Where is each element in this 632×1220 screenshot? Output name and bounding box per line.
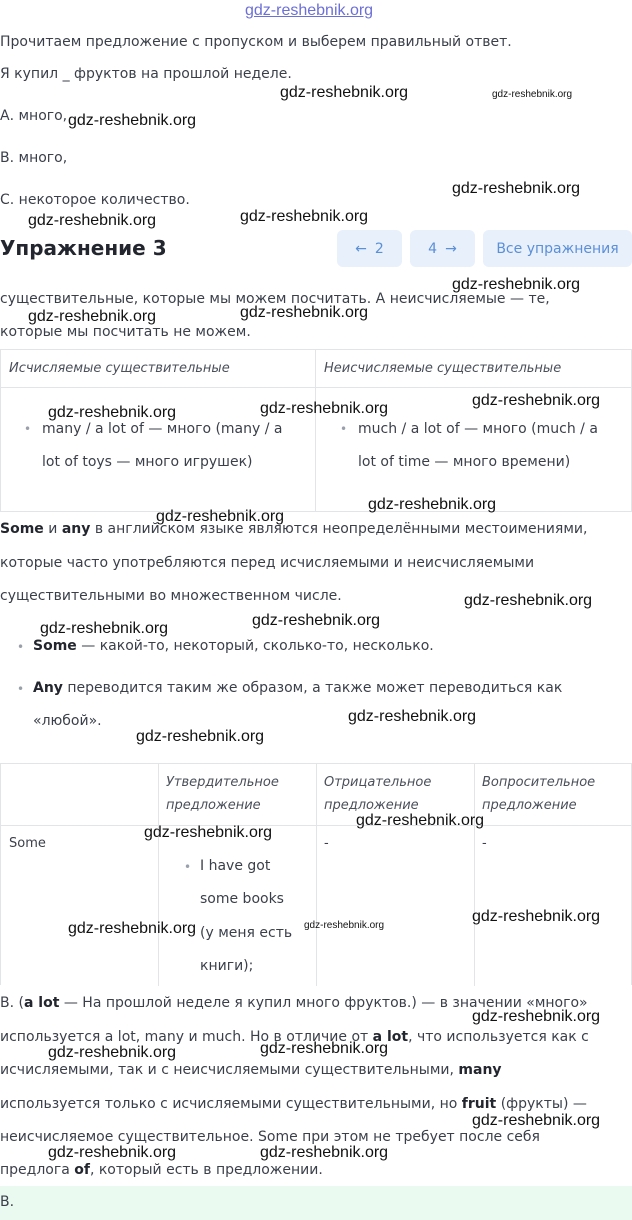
answer-box xyxy=(0,1186,632,1220)
some-any-rest: в английском языке являются неопределёнными местоимениями, xyxy=(94,521,588,537)
example-line: some books xyxy=(200,891,284,907)
explanation-bold: a lot xyxy=(372,1029,409,1045)
table-divider xyxy=(474,764,475,986)
negative-dash: - xyxy=(324,836,329,851)
table-header-uncountable: Неисчисляемые существительные xyxy=(324,361,562,376)
watermark: gdz-reshebnik.org xyxy=(452,276,581,293)
explanation-text: исчисляемыми, так и с неисчисляемыми существительными, xyxy=(0,1062,454,1078)
bullet-icon: • xyxy=(340,422,348,436)
explanation-line xyxy=(0,1096,587,1112)
some-word: Some xyxy=(0,521,44,537)
watermark: gdz-reshebnik.org xyxy=(260,1144,389,1161)
watermark: gdz-reshebnik.org xyxy=(48,1044,177,1061)
watermark: gdz-reshebnik.org xyxy=(40,620,169,637)
nouns-table xyxy=(0,349,632,512)
explanation-text: используется a lot, many и much. Но в отличие от xyxy=(0,1029,369,1045)
explanation-text: , который есть в предложении. xyxy=(89,1162,323,1178)
paragraph-line: существительные, которые мы можем посчитать. А неисчисляемые — те, xyxy=(0,291,550,307)
uncountable-example-line: much / a lot of — много (much / a xyxy=(358,421,598,437)
any-bullet xyxy=(33,680,562,696)
option-b: В. много, xyxy=(0,150,68,166)
watermark: gdz-reshebnik.org xyxy=(492,89,573,100)
watermark: gdz-reshebnik.org xyxy=(304,920,385,931)
paragraph-line: которые мы посчитать не можем. xyxy=(0,324,251,340)
explanation-bold: many xyxy=(458,1062,502,1078)
explanation-text: — На прошлой неделе я купил много фруктов.) — в значении «много» xyxy=(63,995,588,1011)
bullet-icon: • xyxy=(17,682,25,696)
watermark: gdz-reshebnik.org xyxy=(260,400,389,417)
countable-example-line: many / a lot of — много (many / a xyxy=(42,421,283,437)
example-line: книги); xyxy=(200,958,254,974)
watermark: gdz-reshebnik.org xyxy=(48,404,177,421)
watermark: gdz-reshebnik.org xyxy=(452,180,581,197)
bullet-icon: • xyxy=(24,422,32,436)
some-bullet-text: — какой-то, некоторый, сколько-то, несколько. xyxy=(81,638,434,654)
explanation-text: , что используется как с xyxy=(408,1029,589,1045)
watermark: gdz-reshebnik.org xyxy=(240,208,369,225)
explanation-text: используется только с исчисляемыми существительными, но xyxy=(0,1096,458,1112)
prev-exercise-button[interactable] xyxy=(337,230,402,267)
exercise-title: Упражнение 3 xyxy=(0,236,167,260)
site-link[interactable]: gdz-reshebnik.org xyxy=(245,2,374,19)
option-c: С. некоторое количество. xyxy=(0,192,190,208)
any-bullet-text: переводится таким же образом, а также может переводиться как xyxy=(67,680,563,696)
some-any-line: которые часто употребляются перед исчисляемыми и неисчисляемыми xyxy=(0,555,535,571)
watermark: gdz-reshebnik.org xyxy=(68,920,197,937)
task-sentence: Я купил _ фруктов на прошлой неделе. xyxy=(0,66,292,82)
explanation-line xyxy=(0,1062,502,1078)
next-exercise-label: 4 xyxy=(428,240,438,257)
watermark: gdz-reshebnik.org xyxy=(240,304,369,321)
watermark: gdz-reshebnik.org xyxy=(28,212,157,229)
any-bullet-word: Any xyxy=(33,680,63,696)
any-word: any xyxy=(61,521,91,537)
table-divider xyxy=(316,764,317,986)
table-header-countable: Исчисляемые существительные xyxy=(9,361,230,376)
bullet-icon: • xyxy=(17,640,25,654)
watermark: gdz-reshebnik.org xyxy=(252,612,381,629)
watermark: gdz-reshebnik.org xyxy=(48,1144,177,1161)
all-exercises-button[interactable] xyxy=(483,230,632,267)
arrow-right-icon: → xyxy=(445,240,457,257)
intro-text: Прочитаем предложение с пропуском и выберем правильный ответ. xyxy=(0,34,512,50)
watermark: gdz-reshebnik.org xyxy=(144,824,273,841)
watermark: gdz-reshebnik.org xyxy=(472,392,601,409)
header-affirmative: Утвердительное xyxy=(166,775,279,790)
some-any-table xyxy=(0,763,632,985)
watermark: gdz-reshebnik.org xyxy=(472,1112,601,1129)
answer-text: В. xyxy=(0,1194,15,1210)
countable-example-line: lot of toys — много игрушек) xyxy=(42,454,253,470)
watermark: gdz-reshebnik.org xyxy=(472,908,601,925)
explanation-text: предлога xyxy=(0,1162,70,1178)
explanation-bold: of xyxy=(74,1162,90,1178)
any-bullet-continuation: «любой». xyxy=(33,713,102,729)
some-any-line xyxy=(0,521,587,537)
watermark: gdz-reshebnik.org xyxy=(348,708,477,725)
watermark: gdz-reshebnik.org xyxy=(464,592,593,609)
header-question-2: предложение xyxy=(482,798,577,813)
watermark: gdz-reshebnik.org xyxy=(368,496,497,513)
watermark: gdz-reshebnik.org xyxy=(356,812,485,829)
watermark: gdz-reshebnik.org xyxy=(28,308,157,325)
some-bullet xyxy=(33,638,434,654)
question-dash: - xyxy=(482,836,487,851)
explanation-bold: fruit xyxy=(461,1096,497,1112)
and-word: и xyxy=(48,521,58,537)
bullet-icon: • xyxy=(184,860,192,874)
explanation-bold: a lot xyxy=(23,995,60,1011)
watermark: gdz-reshebnik.org xyxy=(280,84,409,101)
header-affirmative-2: предложение xyxy=(166,798,261,813)
prev-exercise-label: 2 xyxy=(374,240,384,257)
header-question: Вопросительное xyxy=(482,775,596,790)
watermark: gdz-reshebnik.org xyxy=(260,1040,389,1057)
option-a: А. много, xyxy=(0,108,68,124)
header-negative: Отрицательное xyxy=(324,775,432,790)
explanation-text: (фрукты) — xyxy=(500,1096,587,1112)
arrow-left-icon: ← xyxy=(355,240,367,257)
watermark: gdz-reshebnik.org xyxy=(156,508,285,525)
explanation-line xyxy=(0,1162,323,1178)
watermark: gdz-reshebnik.org xyxy=(472,1008,601,1025)
example-line: I have got xyxy=(200,858,271,874)
watermark: gdz-reshebnik.org xyxy=(68,112,197,129)
some-any-line: существительными во множественном числе. xyxy=(0,588,342,604)
table-divider xyxy=(315,350,316,511)
watermark: gdz-reshebnik.org xyxy=(136,728,265,745)
some-bullet-word: Some xyxy=(33,638,77,654)
explanation-text: В. ( xyxy=(0,995,24,1011)
uncountable-example-line: lot of time — много времени) xyxy=(358,454,571,470)
table-divider xyxy=(1,387,631,388)
row-label-some: Some xyxy=(9,836,46,851)
next-exercise-button[interactable] xyxy=(410,230,475,267)
example-line: (у меня есть xyxy=(200,925,293,941)
header-negative-2: предложение xyxy=(324,798,419,813)
table-divider xyxy=(158,764,159,986)
all-exercises-label: Все упражнения xyxy=(496,240,619,257)
explanation-line: неисчисляемое существительное. Some при этом не требует после себя xyxy=(0,1129,540,1145)
